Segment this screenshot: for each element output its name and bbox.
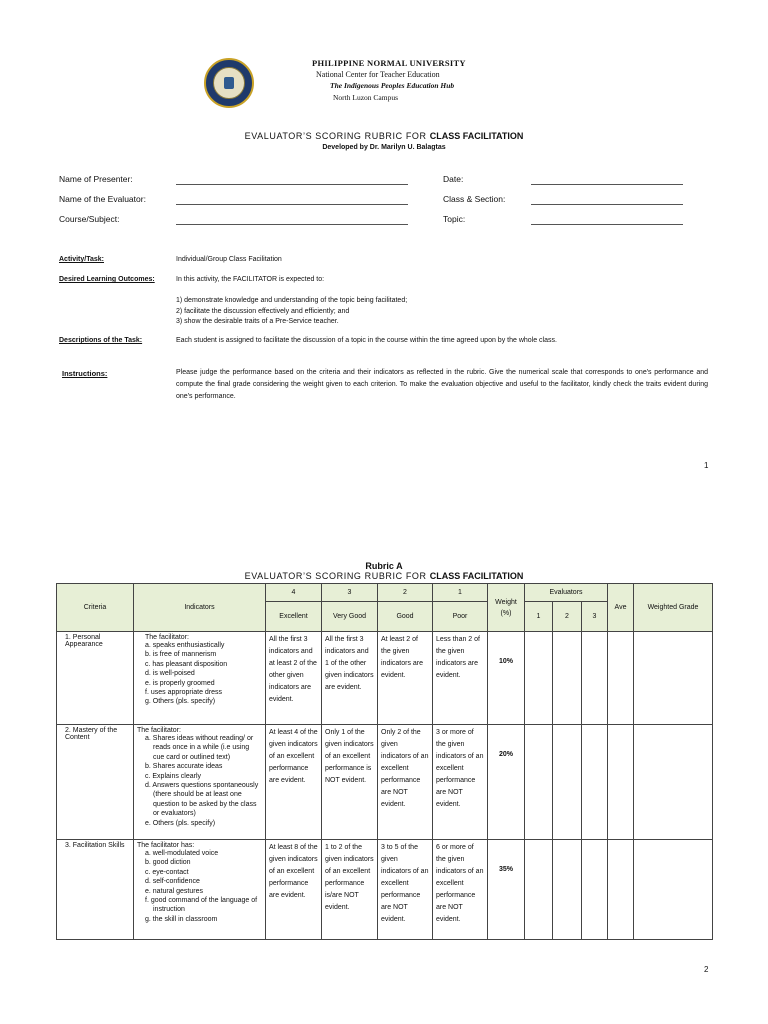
outcomes-list [176, 296, 407, 328]
good-cell: 3 to 5 of the given indicators of an excellent performance are NOT evident. [378, 840, 433, 940]
list-item: d. self-confidence [145, 878, 200, 886]
weight-cell: 35% [488, 840, 525, 940]
scale-label-good: Good [378, 602, 433, 632]
center-name: National Center for Teacher Education [316, 70, 440, 79]
list-item: d. Answers questions spontaneously (there should be at least one question to be asked by the class or evaluators) [145, 782, 259, 818]
topic-label: Topic: [443, 214, 466, 224]
evaluator-field[interactable] [176, 204, 408, 205]
good-cell: At least 2 of the given indicators are evident. [378, 632, 433, 725]
document-title: EVALUATOR’S SCORING RUBRIC FOR CLASS FACILITATION [244, 131, 524, 141]
criterion-cell: 1. Personal Appearance [57, 632, 134, 725]
excellent-cell: At least 4 of the given indicators of an excellent performance are evident. [266, 725, 322, 840]
rubric-title: EVALUATOR’S SCORING RUBRIC FOR CLASS FACILITATION [244, 571, 524, 581]
instructions-label: Instructions: [62, 369, 108, 378]
scale-num-2: 2 [378, 584, 433, 602]
evaluator-3-score[interactable] [582, 725, 608, 840]
list-item: c. eye-contact [145, 868, 189, 876]
scale-label-excellent: Excellent [266, 602, 322, 632]
date-field[interactable] [531, 184, 683, 185]
evaluator-1-score[interactable] [525, 632, 553, 725]
date-label: Date: [443, 174, 464, 184]
weighted-grade-cell[interactable] [634, 725, 713, 840]
scale-label-poor: Poor [433, 602, 488, 632]
evaluator-1-score[interactable] [525, 840, 553, 940]
university-name: PHILIPPINE NORMAL UNIVERSITY [312, 58, 466, 68]
outcomes-intro: In this activity, the FACILITATOR is expected to: [176, 276, 325, 283]
course-label: Course/Subject: [59, 214, 120, 224]
list-item: c. has pleasant disposition [145, 660, 228, 668]
page-number: 2 [704, 965, 709, 974]
indicators-cell: The facilitator has: a. well-modulated voice b. good diction c. eye-contact d. self-confidence e. natural gestures f. good command of the language of instruction g. the skill in classroom [134, 840, 266, 940]
outcome-item: 2) facilitate the discussion effectively and efficiently; and [176, 307, 350, 315]
list-item: a. well-modulated voice [145, 850, 219, 857]
very-good-cell: Only 1 of the given indicators of an excellent performance is NOT evident. [322, 725, 378, 840]
very-good-cell: 1 to 2 of the given indicators of an excellent performance is/are NOT evident. [322, 840, 378, 940]
list-item: a. Shares ideas without reading/ or reads once in a while (i.e using cue card or outlined text) [145, 735, 254, 761]
table-row [57, 632, 713, 725]
list-item: e. is properly groomed [145, 679, 215, 687]
list-item: d. is well-poised [145, 670, 195, 678]
evaluator-2-score[interactable] [553, 840, 582, 940]
average-cell[interactable] [608, 725, 634, 840]
outcome-item: 3) show the desirable traits of a Pre-Service teacher. [176, 318, 339, 325]
scale-num-4: 4 [266, 584, 322, 602]
page-number: 1 [704, 461, 709, 470]
instructions-text: Please judge the performance based on the criteria and their indicators as reflected in the rubric. Give the numerical scale that corresponds to one's performance and compute the final grade considering the weight given to each criterion. To make the evaluation objective and useful to the facilitator, kindly check the traits evident during one's performance. [176, 369, 708, 400]
topic-field[interactable] [531, 224, 683, 225]
evaluator-3-score[interactable] [582, 840, 608, 940]
campus-name: North Luzon Campus [333, 93, 398, 102]
evaluator-1-score[interactable] [525, 725, 553, 840]
average-cell[interactable] [608, 840, 634, 940]
list-item: b. Shares accurate ideas [145, 763, 223, 771]
presenter-field[interactable] [176, 184, 408, 185]
list-item: b. is free of mannerism [145, 651, 217, 659]
list-item: b. good diction [145, 859, 191, 867]
scale-num-3: 3 [322, 584, 378, 602]
evaluator-label: Name of the Evaluator: [59, 194, 146, 204]
outcome-item: 1) demonstrate knowledge and understanding of the topic being facilitated; [176, 297, 408, 304]
table-row [57, 840, 713, 940]
list-item: f. good command of the language of instruction [145, 897, 258, 914]
indicators-cell: The facilitator: a. speaks enthusiastically b. is free of mannerism c. has pleasant disposition d. is well-poised e. is properly groomed f. uses appropriate dress g. Others (pls. specify) [134, 632, 266, 725]
list-item: a. speaks enthusiastically [145, 642, 225, 649]
excellent-cell: All the first 3 indicators and at least 2 of the other given indicators are evident. [266, 632, 322, 725]
list-item: e. natural gestures [145, 887, 203, 895]
evaluator-2-score[interactable] [553, 725, 582, 840]
good-cell: Only 2 of the given indicators of an excellent performance are NOT evident. [378, 725, 433, 840]
criterion-cell: 3. Facilitation Skills [57, 840, 134, 940]
office-name: The Indigenous Peoples Education Hub [330, 81, 455, 90]
scale-num-1: 1 [433, 584, 488, 602]
criteria-header: Criteria [57, 584, 134, 632]
activity-value: Individual/Group Class Facilitation [176, 256, 282, 263]
evaluators-header: Evaluators [525, 584, 608, 602]
university-seal-logo [204, 58, 254, 108]
weighted-grade-cell[interactable] [634, 632, 713, 725]
activity-label: Activity/Task: [59, 256, 104, 263]
list-item: g. the skill in classroom [145, 915, 218, 923]
indicators-cell: The facilitator: a. Shares ideas without reading/ or reads once in a while (i.e using cue card or outlined text) b. Shares accurate ideas c. Explains clearly d. Answers questions spontaneously (there should be at least one question to be asked by the class or evaluators) e. Others (pls. specify) [134, 725, 266, 840]
weight-header: Weight (%) [488, 584, 525, 632]
criterion-cell: 2. Mastery of the Content [57, 725, 134, 840]
list-item: e. Others (pls. specify) [145, 819, 216, 827]
description-text: Each student is assigned to facilitate the discussion of a topic in the course within the time agreed upon by the whole class. [176, 337, 557, 344]
evaluator-3-score[interactable] [582, 632, 608, 725]
document-developer: Developed by Dr. Marilyn U. Balagtas [322, 144, 446, 151]
outcomes-label: Desired Learning Outcomes: [59, 276, 155, 283]
scale-label-very-good: Very Good [322, 602, 378, 632]
indicators-header: Indicators [134, 584, 266, 632]
list-item: c. Explains clearly [145, 772, 202, 780]
rubric-label: Rubric A [365, 561, 403, 571]
table-row [57, 725, 713, 840]
evaluator-3-header: 3 [582, 602, 608, 632]
class-section-label: Class & Section: [443, 194, 506, 204]
course-field[interactable] [176, 224, 408, 225]
poor-cell: 3 or more of the given indicators of an excellent performance are NOT evident. [433, 725, 488, 840]
presenter-label: Name of Presenter: [59, 174, 133, 184]
weight-cell: 20% [488, 725, 525, 840]
poor-cell: 6 or more of the given indicators of an excellent performance are NOT evident. [433, 840, 488, 940]
evaluator-2-header: 2 [553, 602, 582, 632]
class-section-field[interactable] [531, 204, 683, 205]
evaluator-2-score[interactable] [553, 632, 582, 725]
description-label: Descriptions of the Task: [59, 337, 143, 344]
ave-header: Ave [608, 584, 634, 632]
evaluator-1-header: 1 [525, 602, 553, 632]
list-item: f. uses appropriate dress [145, 689, 223, 697]
list-item: g. Others (pls. specify) [145, 698, 216, 706]
excellent-cell: At least 8 of the given indicators of an excellent performance are evident. [266, 840, 322, 940]
weighted-grade-cell[interactable] [634, 840, 713, 940]
weighted-grade-header: Weighted Grade [634, 584, 713, 632]
poor-cell: Less than 2 of the given indicators are evident. [433, 632, 488, 725]
weight-cell: 10% [488, 632, 525, 725]
average-cell[interactable] [608, 632, 634, 725]
rubric-table [56, 583, 713, 940]
very-good-cell: All the first 3 indicators and 1 of the other given indicators are evident. [322, 632, 378, 725]
